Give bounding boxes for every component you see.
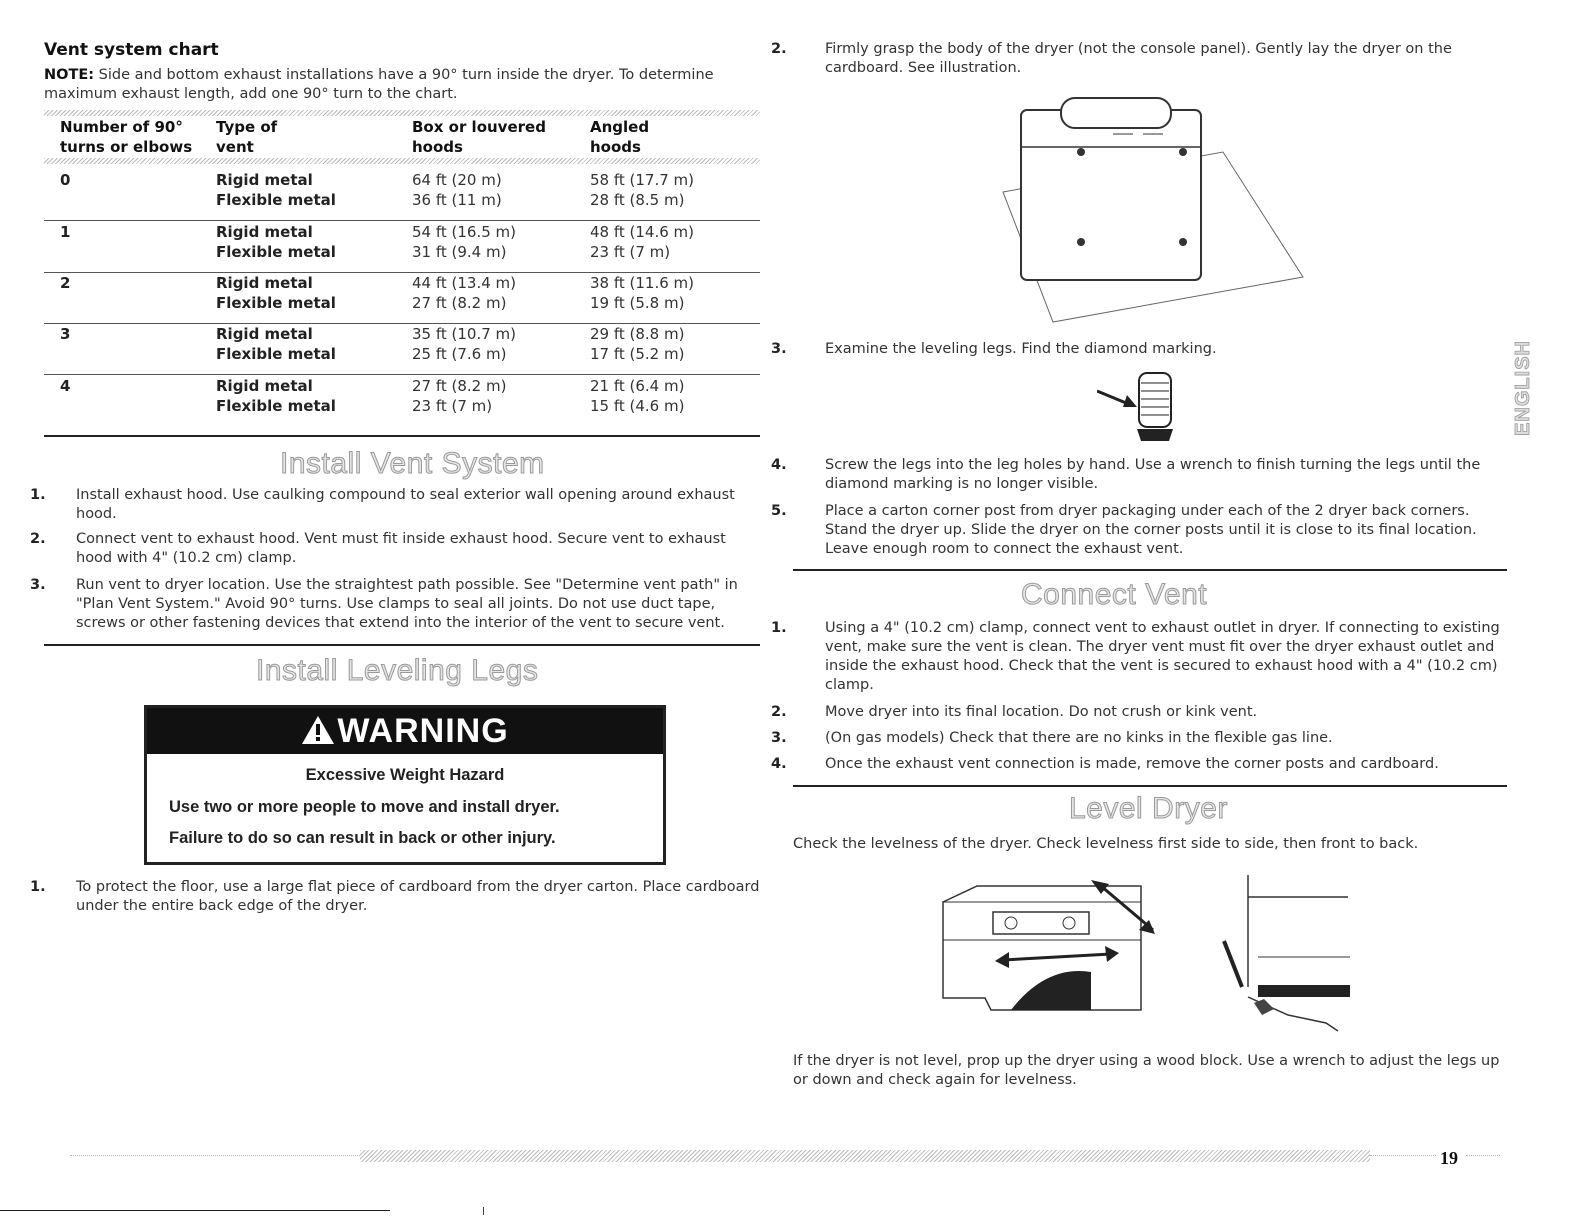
warning-line-1: Use two or more people to move and install dryer. [169, 798, 560, 816]
section-rule [44, 644, 760, 646]
table-row: 1 Rigid metal Flexible metal 54 ft (16.5 m) 31 ft (9.4 m) 48 ft (14.6 m) 23 ft (7 m) [44, 222, 760, 273]
warning-banner: WARNING [147, 708, 663, 754]
vent-chart-title: Vent system chart [44, 40, 219, 60]
warning-line-2: Failure to do so can result in back or other injury. [169, 829, 556, 847]
level-dryer-intro: Check the levelness of the dryer. Check levelness first side to side, then front to back. [793, 836, 1419, 852]
language-side-tab: ENGLISH [1512, 340, 1534, 436]
warning-triangle-icon [301, 715, 335, 745]
header-angled-hoods: Angled hoods [590, 118, 650, 156]
level-dryer-title: Level Dryer [1069, 792, 1228, 825]
header-box-hoods: Box or louvered hoods [412, 118, 546, 156]
install-legs-title: Install Leveling Legs [256, 654, 539, 687]
leveling-leg-illustration [1097, 365, 1187, 443]
level-dryer-outro: If the dryer is not level, prop up the dryer using a wood block. Use a wrench to adjust the legs up or down and check again for levelness. [793, 1053, 1500, 1088]
dryer-on-cardboard-illustration [993, 92, 1313, 324]
level-front-to-back-illustration [1218, 875, 1368, 1035]
bottom-tick [483, 1207, 484, 1215]
table-row: 2 Rigid metal Flexible metal 44 ft (13.4 m) 27 ft (8.2 m) 38 ft (11.6 m) 19 ft (5.8 m) [44, 273, 760, 324]
table-header-stripe [44, 158, 760, 164]
vent-chart-note: NOTE: Side and bottom exhaust installations have a 90° turn inside the dryer. To determine maximum exhaust length, add one 90° turn to the chart. [44, 67, 714, 102]
header-turns: Number of 90° turns or elbows [60, 118, 193, 156]
section-rule [44, 435, 760, 437]
bottom-rule [0, 1210, 390, 1211]
section-rule [793, 785, 1507, 787]
table-row: 3 Rigid metal Flexible metal 35 ft (10.7 m) 25 ft (7.6 m) 29 ft (8.8 m) 17 ft (5.2 m) [44, 324, 760, 375]
connect-vent-title: Connect Vent [1021, 578, 1208, 611]
header-vent-type: Type of vent [216, 118, 278, 156]
table-row: 4 Rigid metal Flexible metal 27 ft (8.2 m) 23 ft (7 m) 21 ft (6.4 m) 15 ft (4.6 m) [60, 377, 685, 415]
level-side-to-side-illustration [941, 880, 1161, 1020]
footer-dotted-line [70, 1155, 360, 1156]
warning-hazard: Excessive Weight Hazard [305, 766, 505, 784]
section-rule [793, 569, 1507, 571]
footer-dotted-line [1370, 1155, 1436, 1156]
table-row: 0 Rigid metal Flexible metal 64 ft (20 m) 36 ft (11 m) 58 ft (17.7 m) 28 ft (8.5 m) [44, 170, 760, 221]
install-vent-title: Install Vent System [280, 447, 545, 480]
warning-box [144, 705, 666, 865]
footer-dotted-line [1466, 1155, 1500, 1156]
footer-stripe-bar [360, 1150, 1370, 1162]
page-number: 19 [1440, 1148, 1458, 1168]
table-top-stripe [44, 110, 760, 116]
